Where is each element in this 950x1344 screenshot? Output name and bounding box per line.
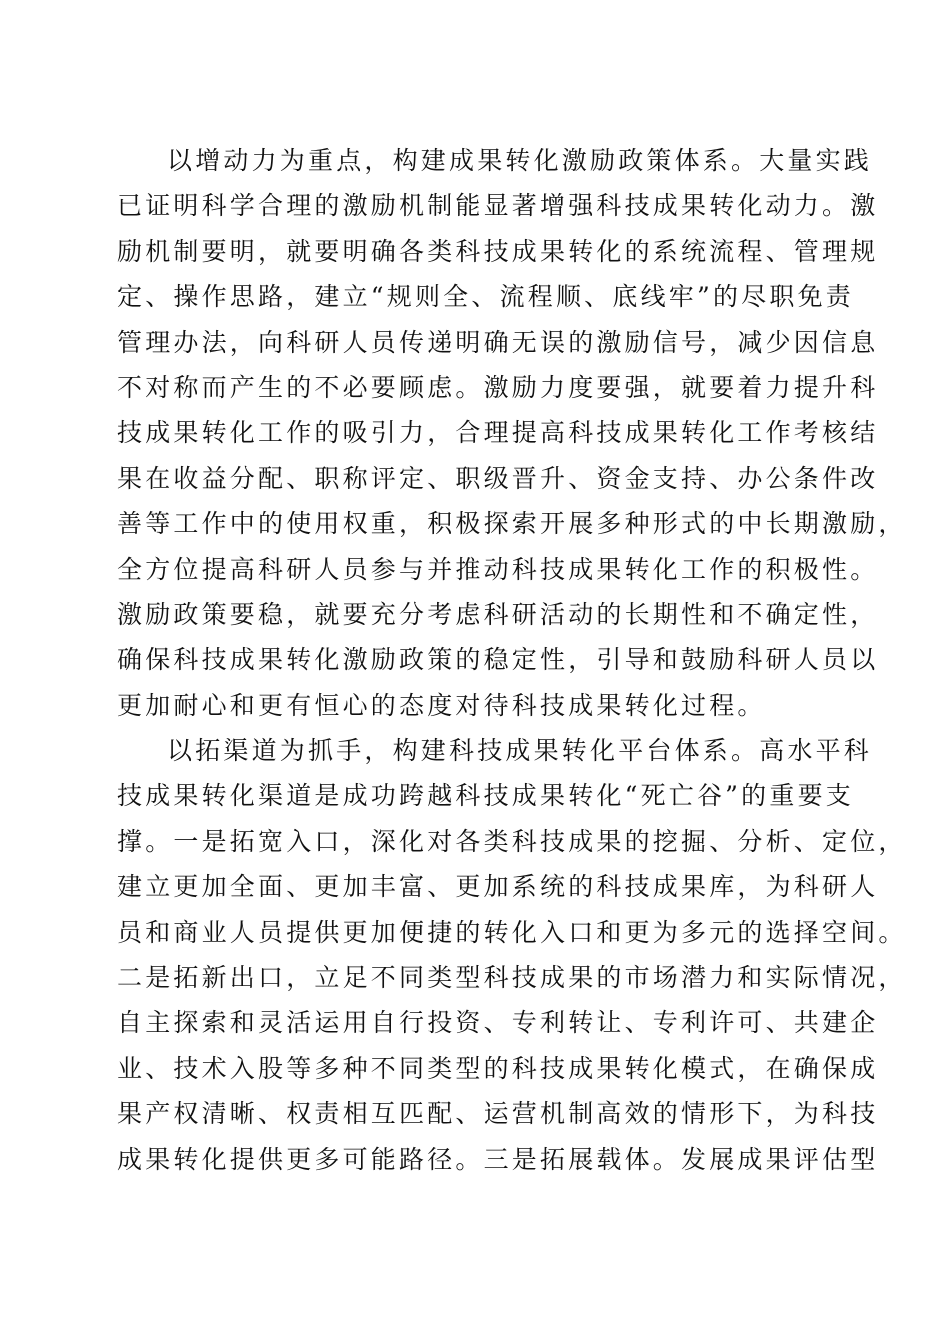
paragraph-platform-system (117, 728, 907, 1182)
paragraph-line: 励机制要明，就要明确各类科技成果转化的系统流程、管理规 (117, 236, 879, 266)
paragraph-line: 更加耐心和更有恒心的态度对待科技成果转化过程。 (117, 690, 766, 720)
paragraph-line: 以增动力为重点，构建成果转化激励政策体系。大量实践 (167, 146, 873, 175)
paragraph-line: 已证明科学合理的激励机制能显著增强科技成果转化动力。激 (117, 191, 879, 221)
paragraph-incentive-policy (117, 138, 907, 728)
paragraph-line: 管理办法，向科研人员传递明确无误的激励信号，减少因信息 (117, 327, 879, 357)
paragraph-line: 建立更加全面、更加丰富、更加系统的科技成果库，为科研人 (117, 872, 879, 902)
paragraph-line: 激励政策要稳，就要充分考虑科研活动的长期性和不确定性， (117, 599, 879, 629)
paragraph-line: 善等工作中的使用权重，积极探索开展多种形式的中长期激励， (117, 509, 907, 539)
paragraph-line: 确保科技成果转化激励政策的稳定性，引导和鼓励科研人员以 (117, 645, 879, 675)
paragraph-line: 果产权清晰、权责相互匹配、运营机制高效的情形下，为科技 (117, 1099, 879, 1129)
paragraph-line: 果在收益分配、职称评定、职级晋升、资金支持、办公条件改 (117, 463, 879, 493)
paragraph-line: 技成果转化工作的吸引力，合理提高科技成果转化工作考核结 (117, 418, 879, 448)
paragraph-line: 业、技术入股等多种不同类型的科技成果转化模式，在确保成 (117, 1053, 879, 1083)
paragraph-line: 技成果转化渠道是成功跨越科技成果转化“死亡谷”的重要支 (117, 781, 854, 811)
paragraph-line: 撑。一是拓宽入口，深化对各类科技成果的挖掘、分析、定位， (117, 826, 907, 856)
paragraph-line: 定、操作思路，建立“规则全、流程顺、底线牢”的尽职免责 (117, 282, 854, 312)
paragraph-line: 全方位提高科研人员参与并推动科技成果转化工作的积极性。 (117, 554, 879, 584)
paragraph-line: 以拓渠道为抓手，构建科技成果转化平台体系。高水平科 (167, 736, 873, 766)
paragraph-line: 员和商业人员提供更加便捷的转化入口和更为多元的选择空间。 (117, 917, 907, 947)
body-text (117, 138, 907, 1182)
paragraph-line: 自主探索和灵活运用自行投资、专利转让、专利许可、共建企 (117, 1008, 879, 1038)
paragraph-line: 二是拓新出口，立足不同类型科技成果的市场潜力和实际情况， (117, 963, 907, 993)
paragraph-line: 不对称而产生的不必要顾虑。激励力度要强，就要着力提升科 (117, 372, 879, 402)
paragraph-line: 成果转化提供更多可能路径。三是拓展载体。发展成果评估型 (117, 1144, 879, 1174)
